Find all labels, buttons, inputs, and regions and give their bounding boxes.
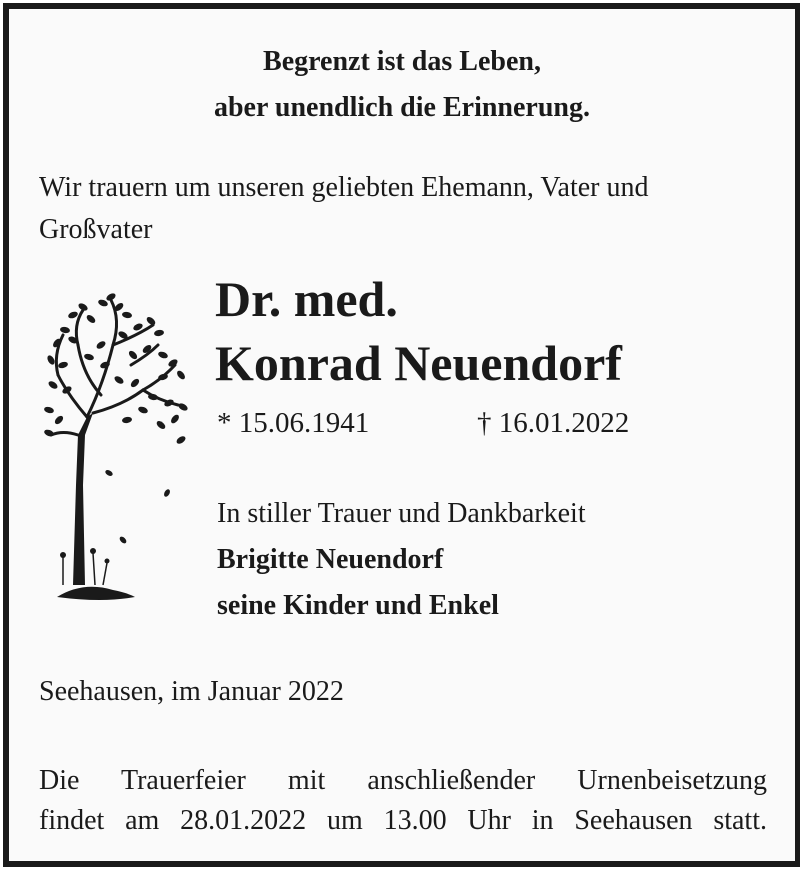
motto-line-1: Begrenzt ist das Leben, [263,46,541,77]
place-date: Seehausen, im Januar 2022 [39,676,344,707]
tree-silhouette-icon [43,285,188,615]
funeral-notice-line-2: findet am 28.01.2022 um 13.00 Uhr in Seehausen statt. [39,805,767,836]
mourners-intro: In stiller Trauer und Dankbarkeit [217,498,586,529]
obituary-frame [3,3,800,867]
deceased-fullname: Konrad Neuendorf [215,335,622,391]
mourner-spouse: Brigitte Neuendorf [217,544,444,575]
birth-date: * 15.06.1941 [217,407,370,439]
motto-line-2: aber unendlich die Erinnerung. [213,92,590,123]
mourner-family: seine Kinder und Enkel [217,590,499,621]
motto [9,39,795,131]
mourners-block [217,491,586,629]
death-date: † 16.01.2022 [477,407,630,439]
funeral-notice-line-1: Die Trauerfeier mit anschließender Urnenbeisetzung [39,765,767,796]
deceased-title: Dr. med. [215,271,398,327]
life-dates [217,403,630,443]
deceased-name [215,267,622,395]
intro-text: Wir trauern um unseren geliebten Ehemann, Vater und Großvater [39,172,649,245]
funeral-notice [39,761,767,841]
